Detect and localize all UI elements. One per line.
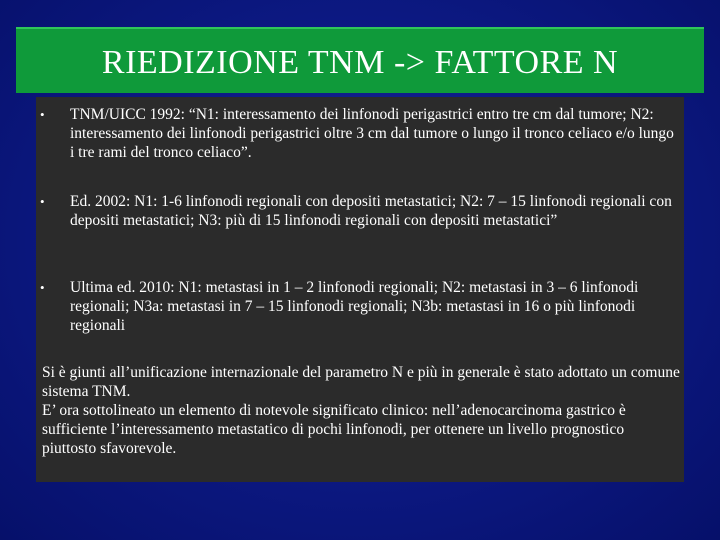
- bullet-dot-icon: •: [40, 280, 45, 295]
- conclusion-text: [42, 363, 682, 458]
- bullet-dot-icon: •: [40, 194, 45, 209]
- slide-title: RIEDIZIONE TNM -> FATTORE N: [101, 44, 619, 81]
- title-bar: [16, 27, 704, 93]
- bullet-text: Ed. 2002: N1: 1-6 linfonodi regionali con depositi metastatici; N2: 7 – 15 linfonodi regionali con depositi metastatici; N3: più di 15 linfonodi regionali con depositi metastatici”: [70, 193, 672, 229]
- bullet-text: Ultima ed. 2010: N1: metastasi in 1 – 2 linfonodi regionali; N2: metastasi in 3 – 6 linfonodi regionali; N3a: metastasi in 7 – 15 linfonodi regionali; N3b: metastasi in 16 o più linfonodi regionali: [70, 279, 639, 334]
- paragraph-clinical-significance: E’ ora sottolineato un elemento di notevole significato clinico: nell’adenocarcinoma gastrico è sufficiente l’interessamento metastatico di pochi linfonodi, per ottenere un livello prognostico piuttosto sfavorevole.: [42, 402, 626, 457]
- content-box: [36, 97, 684, 482]
- bullet-text: TNM/UICC 1992: “N1: interessamento dei linfonodi perigastrici entro tre cm dal tumore; N2: interessamento dei linfonodi perigastrici oltre 3 cm dal tumore o lungo il tronco celiaco e/o lungo i tre rami del tronco celiaco”.: [70, 106, 674, 161]
- bullet-dot-icon: •: [40, 107, 45, 122]
- paragraph-unification: Si è giunti all’unificazione internazionale del parametro N e più in generale è stato adottato un comune sistema TNM.: [42, 364, 680, 400]
